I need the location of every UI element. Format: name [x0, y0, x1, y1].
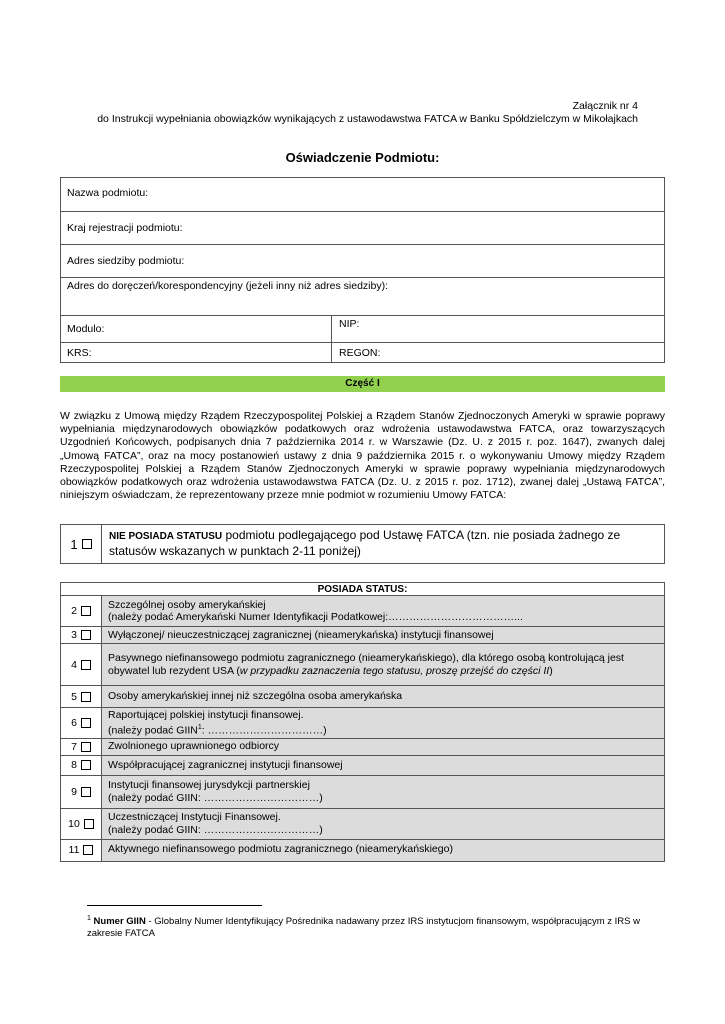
krs-field[interactable]: KRS: — [67, 347, 92, 359]
status-detail-text: : ……………………………) — [201, 724, 327, 736]
status-row — [61, 596, 665, 627]
status-label: Współpracującej zagranicznej instytucji finansowej — [108, 758, 343, 771]
status-detail-text: (należy podać GIIN — [108, 724, 198, 736]
status-header: POSIADA STATUS: — [61, 583, 665, 596]
checkbox-icon[interactable] — [81, 787, 91, 797]
status-row — [61, 808, 665, 839]
status-checkbox-7[interactable] — [61, 738, 102, 755]
checkbox-icon[interactable] — [81, 630, 91, 640]
status-number: 5 — [71, 690, 77, 703]
status-label: Aktywnego niefinansowego podmiotu zagranicznego (nieamerykańskiego) — [108, 842, 453, 855]
entity-form — [60, 177, 665, 363]
status-checkbox-11[interactable] — [61, 839, 102, 861]
section-header: Część I — [60, 376, 665, 392]
status-detail: (należy podać Amerykański Numer Identyfikacji Podatkowej:………………………………... — [108, 611, 523, 623]
status-number: 9 — [71, 785, 77, 798]
footnote-number: 1 — [87, 915, 91, 922]
status-label: Osoby amerykańskiej innej niż szczególna osoba amerykańska — [108, 690, 403, 703]
status-number: 7 — [71, 740, 77, 753]
status-number: 11 — [68, 844, 80, 856]
checkbox-icon[interactable] — [81, 718, 91, 728]
status-row — [61, 839, 665, 861]
status-label: Wyłączonej/ nieuczestniczącej zagranicznej (nieamerykańska) instytucji finansowej — [108, 628, 494, 641]
status-label: Szczególnej osoby amerykańskiej — [108, 598, 266, 611]
status-number: 3 — [71, 629, 77, 641]
status-label: Pasywnego niefinansowego podmiotu zagranicznego (nieamerykańskiego), dla którego osobą kontrolującą jest obywatel lub rezydent USA ( — [108, 652, 624, 677]
option-1-bold: NIE POSIADA STATUSU — [109, 531, 223, 542]
footnote-term: Numer GIIN — [93, 916, 146, 928]
status-number: 10 — [68, 817, 80, 830]
footnote-ref: 1 — [197, 723, 202, 731]
checkbox-icon[interactable] — [81, 742, 91, 752]
status-number: 6 — [71, 716, 77, 729]
footnote — [87, 913, 647, 940]
checkbox-icon[interactable] — [81, 660, 91, 670]
annex-description: do Instrukcji wypełniania obowiązków wynikających z ustawodawstwa FATCA w Banku Spółdzielczym w Mikołajkach — [97, 113, 638, 125]
status-label-end: ) — [549, 664, 553, 677]
annex-number: Załącznik nr 4 — [572, 100, 638, 112]
status-table — [60, 582, 665, 862]
nip-field[interactable]: NIP: — [339, 318, 360, 330]
footnote-divider — [87, 905, 262, 906]
status-row — [61, 738, 665, 755]
status-row — [61, 627, 665, 644]
country-field[interactable]: Kraj rejestracji podmiotu: — [67, 222, 183, 234]
declaration-paragraph: W związku z Umową między Rządem Rzeczypospolitej Polskiej a Rządem Stanów Zjednoczonych Ameryki w sprawie poprawy wypełniania międzynarodowych obowiązków podatkowych oraz wdrożenia ustawodawstwa FATCA, oraz towarzyszących Uzgodnień Końcowych, podpisanych dnia 7 października 2014 r. w Warszawie (Dz. U. z 2015 r. poz. 1647), zwanych dalej „Umową FATCA”, oraz na mocy postanowień ustawy z dnia 9 października 2015 r. o wykonywaniu Umowy między Rządem Rzeczypospolitej Polskiej a Rządem Stanów Zjednoczonych Ameryki w sprawie poprawy wypełniania międzynarodowych obowiązków podatkowych oraz wdrożenia ustawodawstwa FATCA (Dz. U. z 2015 r. poz. 1712), zwanej dalej „Ustawą FATCA”, niniejszym oświadczam, że reprezentowany przeze mnie podmiot w rozumieniu Umowy FATCA: — [60, 410, 665, 502]
option-1-number[interactable] — [61, 525, 102, 563]
status-detail: (należy podać GIIN: ……………………………) — [108, 791, 323, 804]
status-row — [61, 755, 665, 775]
status-row — [61, 644, 665, 686]
option-1-text — [109, 528, 659, 559]
status-checkbox-6[interactable] — [61, 708, 102, 739]
status-checkbox-3[interactable] — [61, 627, 102, 644]
correspondence-address-field[interactable]: Adres do doręczeń/korespondencyjny (jeżeli inny niż adres siedziby): — [67, 280, 388, 292]
checkbox-icon[interactable] — [81, 606, 91, 616]
status-number: 2 — [71, 605, 77, 617]
no-status-option — [60, 524, 665, 564]
status-checkbox-8[interactable] — [61, 755, 102, 775]
checkbox-icon[interactable] — [84, 819, 94, 829]
page-title: Oświadczenie Podmiotu: — [285, 150, 440, 165]
status-row — [61, 708, 665, 739]
status-checkbox-9[interactable] — [61, 775, 102, 808]
regon-field[interactable]: REGON: — [339, 347, 381, 359]
option-number: 1 — [70, 536, 78, 552]
status-row — [61, 775, 665, 808]
checkbox-icon[interactable] — [83, 845, 93, 855]
entity-name-field[interactable]: Nazwa podmiotu: — [67, 187, 149, 199]
seat-address-field[interactable]: Adres siedziby podmiotu: — [67, 255, 185, 267]
status-checkbox-4[interactable] — [61, 644, 102, 686]
status-note: w przypadku zaznaczenia tego statusu, proszę przejść do części II — [239, 664, 550, 677]
status-detail — [108, 722, 658, 737]
status-checkbox-5[interactable] — [61, 686, 102, 708]
status-row — [61, 686, 665, 708]
checkbox-icon[interactable] — [81, 692, 91, 702]
checkbox-icon[interactable] — [81, 760, 91, 770]
status-checkbox-2[interactable] — [61, 596, 102, 627]
status-checkbox-10[interactable] — [61, 808, 102, 839]
status-label: Instytucji finansowej jurysdykcji partnerskiej — [108, 779, 310, 791]
status-label: Uczestniczącej Instytucji Finansowej. — [108, 811, 281, 823]
modulo-field[interactable]: Modulo: — [67, 323, 105, 335]
status-number: 4 — [71, 658, 77, 671]
option-1-description: podmiotu podlegającego pod Ustawę FATCA (tzn. nie posiada żadnego ze statusów wskazanych w punktach 2-11 poniżej) — [109, 528, 621, 558]
footnote-text: - Globalny Numer Identyfikujący Pośrednika nadawany przez IRS instytucjom finansowym, współpracującym z IRS w zakresie FATCA — [87, 916, 641, 940]
status-label: Raportującej polskiej instytucji finansowej. — [108, 709, 304, 721]
status-number: 8 — [71, 759, 77, 771]
checkbox-icon[interactable] — [82, 539, 92, 549]
status-detail: (należy podać GIIN: ……………………………) — [108, 823, 323, 836]
status-label: Zwolnionego uprawnionego odbiorcy — [108, 740, 280, 753]
